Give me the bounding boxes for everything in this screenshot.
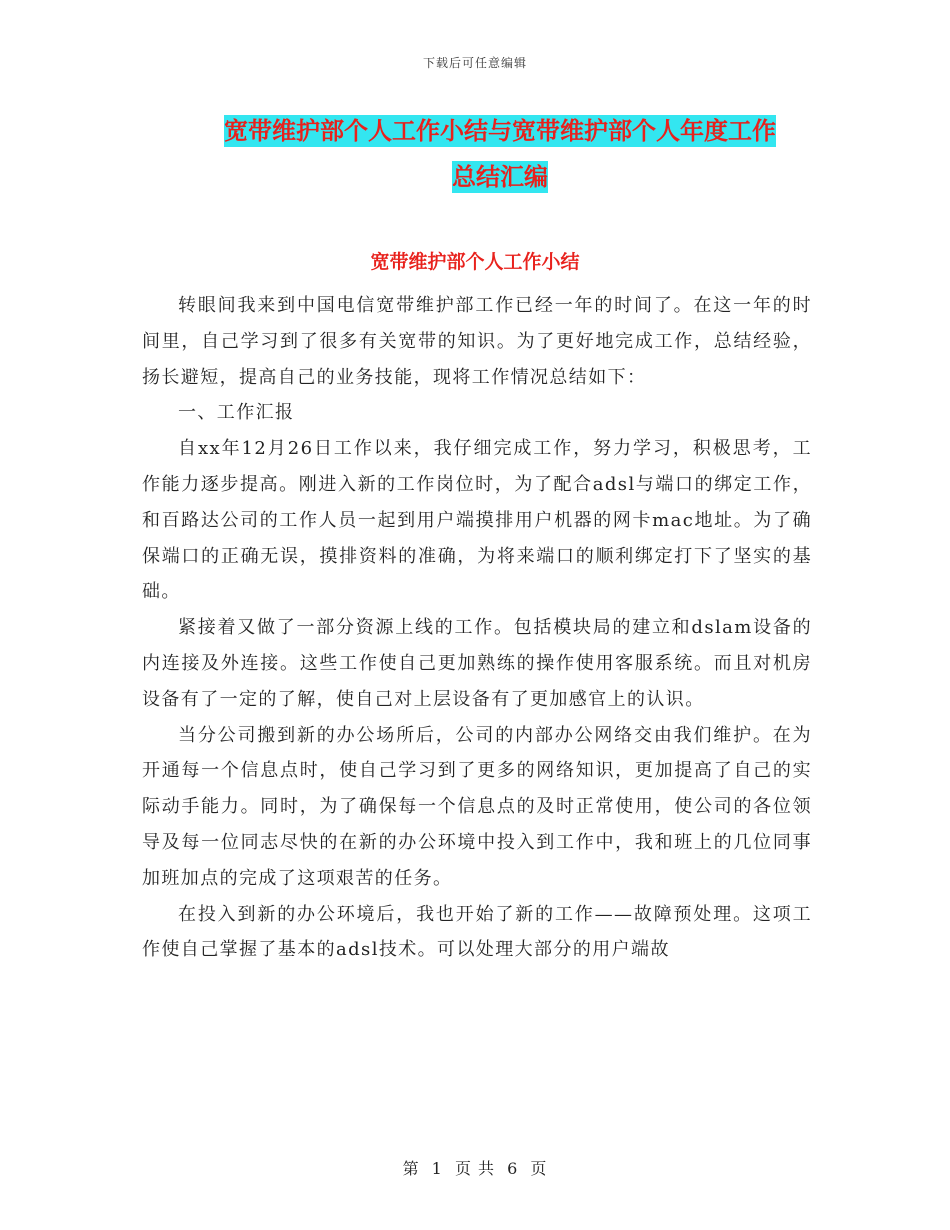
document-title-line-2: 总结汇编 <box>452 163 548 191</box>
paragraph-fault-preprocessing: 在投入到新的办公环境后，我也开始了新的工作——故障预处理。这项工作使自己掌握了基本的adsl技术。可以处理大部分的用户端故 <box>142 903 812 961</box>
page-footer <box>0 1156 950 1179</box>
section-title: 宽带维护部个人工作小结 <box>370 251 580 273</box>
header-note: 下载后可任意编辑 <box>422 56 527 70</box>
paragraph-work-start: 自xx年12月26日工作以来，我仔细完成工作，努力学习，积极思考，工作能力逐步提高。刚进入新的工作岗位时，为了配合adsl与端口的绑定工作，和百路达公司的工作人员一起到用户端摸排用户机器的网卡mac地址。为了确保端口的正确无误，摸排资料的准确，为将来端口的顺利绑定打下了坚实的基础。 <box>142 438 812 603</box>
document-body <box>142 288 812 968</box>
paragraph-intro: 转眼间我来到中国电信宽带维护部工作已经一年的时间了。在这一年的时间里，自己学习到了很多有关宽带的知识。为了更好地完成工作，总结经验，扬长避短，提高自己的业务技能，现将工作情况总结如下： <box>142 295 812 388</box>
paragraph-resources-online: 紧接着又做了一部分资源上线的工作。包括模块局的建立和dslam设备的内连接及外连接。这些工作使自己更加熟练的操作使用客服系统。而且对机房设备有了一定的了解，使自己对上层设备有了更加感官上的认识。 <box>142 617 812 710</box>
footer-page-number: 1 <box>431 1159 443 1178</box>
footer-prefix: 第 <box>402 1159 420 1178</box>
paragraph-heading-work-report: 一、工作汇报 <box>178 402 295 424</box>
footer-suffix: 页 <box>530 1159 548 1178</box>
footer-mid: 页 共 <box>454 1159 496 1178</box>
document-title <box>150 108 850 200</box>
footer-total-pages: 6 <box>507 1159 519 1178</box>
document-title-line-1: 宽带维护部个人工作小结与宽带维护部个人年度工作 <box>224 117 776 145</box>
paragraph-office-network: 当分公司搬到新的办公场所后，公司的内部办公网络交由我们维护。在为开通每一个信息点时，使自己学习到了更多的网络知识，更加提高了自己的实际动手能力。同时，为了确保每一个信息点的及时正常使用，使公司的各位领导及每一位同志尽快的在新的办公环境中投入到工作中，我和班上的几位同事加班加点的完成了这项艰苦的任务。 <box>142 724 812 889</box>
